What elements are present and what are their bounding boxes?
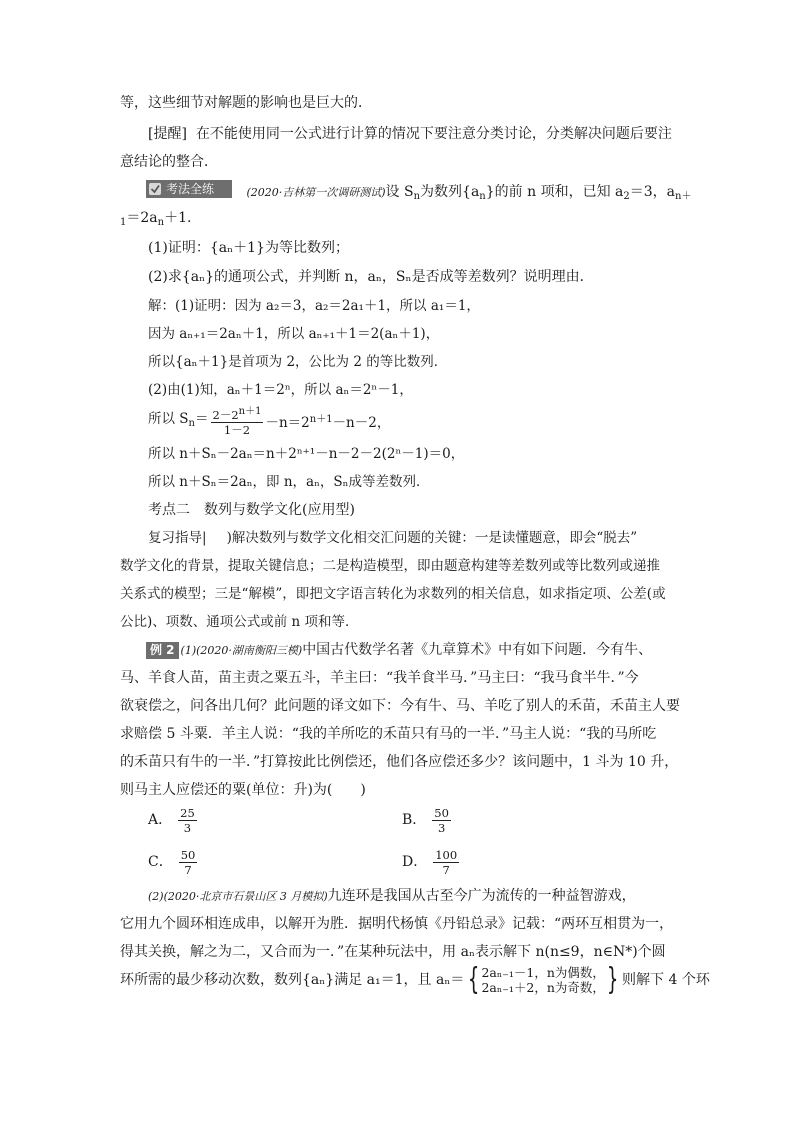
example-part2-text-4b: 则解下 4 个环	[622, 972, 710, 988]
practice-stem-part2: $_1=2a_n+1$.	[120, 210, 192, 228]
practice-header	[146, 180, 706, 207]
piecewise-case-even: 2aₙ₋₁－1，n为偶数，	[481, 965, 605, 980]
example-line-4: 求赔偿 5 斗粟．羊主人说：“我的羊所吃的禾苗只有马的一半．”马主人说：“我的马所吃	[120, 726, 657, 742]
guide-line-4: 公比)、项数、通项公式或前 n 项和等．	[120, 614, 359, 630]
example-part2-line-4	[120, 962, 710, 998]
option-a[interactable]: A． $\frac{25}{3}$	[148, 805, 195, 835]
option-d[interactable]: D． $\frac{100}{7}$	[402, 847, 458, 877]
solution-line-1: 解：(1)证明：因为 a₂＝3，a₂＝2a₁＋1，所以 a₁＝1，	[148, 298, 480, 314]
example-text-1: 中国古代数学名著《九章算术》中有如下问题．今有牛、	[302, 642, 653, 658]
piecewise-case-odd: 2aₙ₋₁＋2，n为奇数，	[481, 980, 605, 995]
solution-line-6: 所以 n＋Sₙ－2aₙ＝n＋2ⁿ⁺¹－n－2－2(2ⁿ－1)＝0，	[148, 446, 465, 462]
option-b[interactable]: B． $\frac{50}{3}$	[402, 805, 449, 835]
example-line-3: 欲衰偿之，问各出几何？此问题的译文如下：今有牛、马、羊吃了别人的禾苗，禾苗主人要	[120, 698, 680, 714]
example-part2-line-3: 得其关换，解之为二，又合而为一．”在某种玩法中，用 aₙ表示解下 n(n≤9，n∈N*)个圆	[120, 944, 666, 960]
example-part2-line-1	[148, 886, 708, 907]
practice-badge	[146, 180, 232, 204]
guide-line-1	[148, 528, 708, 548]
guide-text-1: )解决数列与数学文化相交汇问题的关键：一是读懂题意，即会“脱去”	[226, 530, 638, 546]
practice-q1: (1)证明：{aₙ＋1}为等比数列；	[148, 240, 349, 256]
example-line-2: 马、羊食人苗，苗主责之粟五斗，羊主曰：“我羊食半马．”马主曰：“我马食半牛．”今	[120, 670, 639, 686]
practice-source: (2020·吉林第一次调研测试)	[246, 186, 386, 199]
tip-text: 在不能使用同一公式进行计算的情况下要注意分类讨论，分类解决问题后要注	[195, 126, 672, 142]
option-c[interactable]: C． $\frac{50}{7}$	[148, 847, 196, 877]
example-line-5: 的禾苗只有牛的一半．”打算按此比例偿还，他们各应偿还多少？该问题中，1 斗为 10 升，	[120, 754, 679, 770]
guide-line-2: 数学文化的背景，提取关键信息；二是构造模型，即由题意构建等差数列或等比数列或递推	[120, 558, 660, 574]
example-part2-line-2: 它用九个圆环相连成串，以解开为胜．据明代杨慎《丹铅总录》记载：“两环互相贯为一，	[120, 916, 674, 932]
practice-badge-label: 考法全练	[166, 182, 215, 196]
sum-fraction: $\frac{2-2^{n+1}}{1-2}$	[212, 406, 262, 437]
piecewise-definition: { 2aₙ₋₁－1，n为偶数， 2aₙ₋₁＋2，n为奇数， }	[468, 962, 619, 997]
solution-line-4: (2)由(1)知，aₙ＋1＝2ⁿ，所以 aₙ＝2ⁿ－1，	[148, 382, 413, 398]
solution-line-3: 所以{aₙ＋1}是首项为 2，公比为 2 的等比数列．	[148, 354, 448, 370]
tip-paragraph	[148, 124, 708, 144]
example-part2-text-1: 九连环是我国从古至今广为流传的一种益智游戏，	[327, 888, 636, 904]
example-badge: 例 2	[146, 642, 179, 659]
section-title: 考点二 数列与数学文化(应用型)	[148, 502, 355, 518]
solution-line-7: 所以 n＋Sₙ＝2aₙ，即 n，aₙ，Sₙ成等差数列．	[148, 474, 430, 490]
solution-line-5: 所以 $S_n=$ $\frac{2-2^{n+1}}{1-2}$ $-n=2^{n+1}-n-2$，	[148, 406, 391, 437]
example-source-1: (1)(2020·湖南衡阳三模)	[180, 644, 303, 657]
tip-text-line2: 意结论的整合．	[120, 154, 218, 170]
practice-q2: (2)求{aₙ}的通项公式，并判断 n，aₙ，Sₙ是否成等差数列？说明理由．	[148, 269, 594, 285]
solution-line-2: 因为 aₙ₊₁＝2aₙ＋1，所以 aₙ₊₁＋1＝2(aₙ＋1)，	[148, 326, 440, 342]
practice-stem-part1: 设 $S_n$为数列$\{a_n\}$的前 n 项和，已知 $a_2=3$，$a_{n+}$	[385, 184, 692, 202]
guide-label: 复习指导|	[148, 530, 207, 546]
paragraph-continuation: 等，这些细节对解题的影响也是巨大的．	[120, 95, 372, 111]
tip-tag: [提醒]	[148, 126, 187, 142]
example-source-2: (2)(2020·北京市石景山区 3 月模拟)	[148, 890, 328, 903]
guide-line-3: 关系式的模型；三是“解模”，即把文字语言转化为求数列的相关信息，如求指定项、公差(或	[120, 586, 666, 602]
example-line-1	[146, 640, 706, 661]
example-part2-text-4a: 环所需的最少移动次数，数列{aₙ}满足 a₁＝1，且 aₙ＝	[120, 972, 465, 988]
example-line-6: 则马主人应偿还的粟(单位：升)为( )	[120, 782, 366, 798]
